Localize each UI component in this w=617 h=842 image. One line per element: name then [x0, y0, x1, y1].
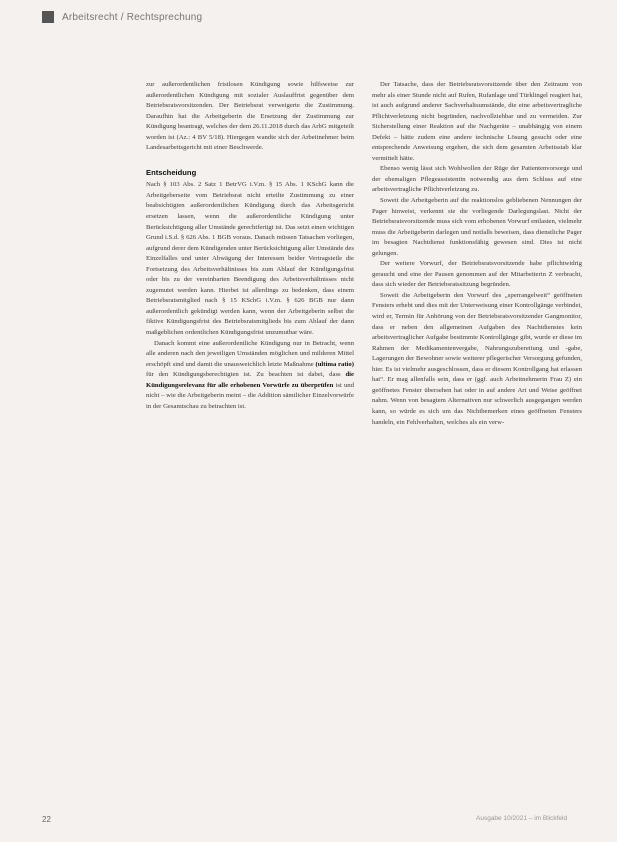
right-paragraph-1: Der Tatsache, dass der Betriebsratsvorsitzende über den Zeitraum von mehr als einer Stunde nicht auf Rufen, Rufanlage und Türklingel reagiert hat, ist auch aufgrund anderer Sachverhaltsumstände, die eine arbeitsvertragliche Pflichtverletzung nicht begründen, nachvollziehbar und zu vermeiden. Zur Sicherstellung einer Reaktion auf die Nachgeräte – unabhängig von einem Defekt – hätte zudem eine andere technische Lösung gesucht oder eine entsprechende Anweisung ergehen, die sich dem gesamten Arbeitsstab klar vermittelt hätte.	[372, 81, 582, 162]
intro-paragraph: zur außerordentlichen fristlosen Kündigung sowie hilfsweise zur außerordentlichen Kündigung mit sozialer Auslauffrist gegenüber dem Betriebsratsvorsitzenden. Der Betriebsrat verweigerte die Zustimmung. Daraufhin hat die Arbeitgeberin die Ersetzung der Zustimmung zur Kündigung beantragt, welches der dem 26.11.2018 durch das ArbG mitgeteilt worden ist (Az.: 4 BV 5/18). Hiergegen wandte sich der Arbeitnehmer beim Landesarbeitsgericht mit einer Beschwerde.	[146, 81, 354, 152]
relevance-emphasis: die Kündigungsrelevanz für alle erhobenen Vorwürfe zu überprüfen	[146, 371, 354, 389]
page-number: 22	[42, 815, 51, 824]
right-paragraph-2: Ebenso wenig lässt sich Wohlwollen der Rüge der Patientenvorsorge und der ehemaligen Pflegeassistentin notwendig aus dem Schluss auf eine arbeitsvertragliche Pflichtverletzung zu.	[372, 165, 582, 194]
right-column	[372, 80, 582, 428]
right-paragraph-3: Soweit die Arbeitgeberin auf die reaktionslos gebliebenen Nennungen der Pager hinweist, verkennt sie die vorliegende Darlegungslast. Nicht der Betriebsratsvorsitzende muss sich vom erhobenen Vorwurf entlasten, vielmehr muss die Arbeitgeberin darlegen und notfalls beweisen, dass dienstliche Pager im besagten Nachtdienst funktionsfähig gewesen sind. Dies ist nicht gelungen.	[372, 197, 582, 257]
footer-issue-label: Ausgabe 10/2021 – im Blickfeld	[476, 815, 568, 822]
ultima-ratio-emphasis: (ultima ratio)	[315, 360, 354, 368]
decision-text-part-1: Danach kommt eine außerordentliche Kündigung nur in Betracht, wenn alle anderen nach den jeweiligen Umständen möglichen und milderen Mittel erschöpft sind und damit die unausweichlich letzte Maßnahme	[146, 339, 354, 368]
right-paragraph-4: Der weitere Vorwurf, der Betriebsratsvorsitzende habe pflichtwidrig geraucht und eine der Pausen genommen auf der Mitarbeiterin Z verbracht, dass sich wieder der Betriebsratssitzung begründen.	[372, 260, 582, 289]
running-header	[42, 8, 202, 26]
right-paragraph-5: Soweit die Arbeitgeberin den Vorwurf des „sperrangelweit“ geöffneten Fensters erhebt und dies mit der Unterweisung einer Kontrollgänge verbindet, wird er, Termin für Anhörung von der Betriebsratsvorsitzender Gangmonitor, dass er neben den allgemeinen Aufgaben des Nachtdienstes kein arbeitsvertraglicher Aufgabe bestimmte Kontrollgänge gibt, wurde er diese im Rahmen der Medikamentenvergabe, Nahrungszubereitung und -gabe, Lagerungen der Bewohner sowie weiterer pflegerischer Versorgung gefunden, hier. Es ist vielmehr ausgeschlossen, dass er diesem Kontrollgang hat erlassen hat“. Er mag allenfalls sein, dass er (ggf. auch Arbeitnehmerin Frau Z) ein geöffnetes Fenster übersehen hat oder in auf andere Art und Weise geöffnet nahm. Wenn von besagtem Alternativen nur schwerlich ausgegangen werden kann, so würde es sich um das Nichtbemerken eines geöffneten Fensters handeln, ein Fehlverhalten, welches als ein verw-	[372, 291, 582, 426]
decision-text-part-3: ist und nicht – wie die Arbeitgeberin meint – die Addition sämtlicher Einzelvorwürfe in der Gesamtschau zu betrachten ist.	[146, 381, 354, 410]
decision-text-part-2: für den Kündigungsberechtigten ist. Zu beachten ist dabei, dass	[146, 371, 346, 379]
header-square-icon	[42, 11, 54, 23]
left-column	[146, 80, 354, 412]
decision-paragraph-1: Nach § 103 Abs. 2 Satz 1 BetrVG i.V.m. § 15 Abs. 1 KSchG kann die Arbeitgeberseite vom Betriebsrat nicht erteilte Zustimmung zu einer beabsichtigten außerordentlichen Kündigung durch das Arbeitsgericht ersetzen lassen, wenn die außerordentliche Kündigung unter Berücksichtigung aller Umstände gerechtfertigt ist. Das setzt einen wichtigen Grund i.S.d. § 626 Abs. 1 BGB voraus. Danach müssen Tatsachen vorliegen, aufgrund derer dem Kündigenden unter Berücksichtigung aller Umstände des Einzelfalles und unter Abwägung der Interessen beider Vertragsteile die Fortsetzung des Arbeitsverhältnisses bis zum Ablauf der Kündigungsfrist oder bis zu der vereinbarten Beendigung des Arbeitsverhältnisses nicht zugemutet werden kann. Hierbei ist allerdings zu bedenken, dass einem Betriebsratsmitglied nach § 15 KSchG i.V.m. § 626 BGB nur dann außerordentlich gekündigt werden kann, wenn der Arbeitgeberin selbst die fiktive Kündigungsfrist des Betriebsratsmitglieds bis zum Ablauf der dann maßgeblichen ordentlichen Kündigungsfrist unzumutbar wäre.	[146, 181, 354, 337]
decision-paragraph-2	[146, 339, 354, 413]
header-title: Arbeitsrecht / Rechtsprechung	[62, 11, 203, 23]
section-heading: Entscheidung	[146, 167, 197, 177]
